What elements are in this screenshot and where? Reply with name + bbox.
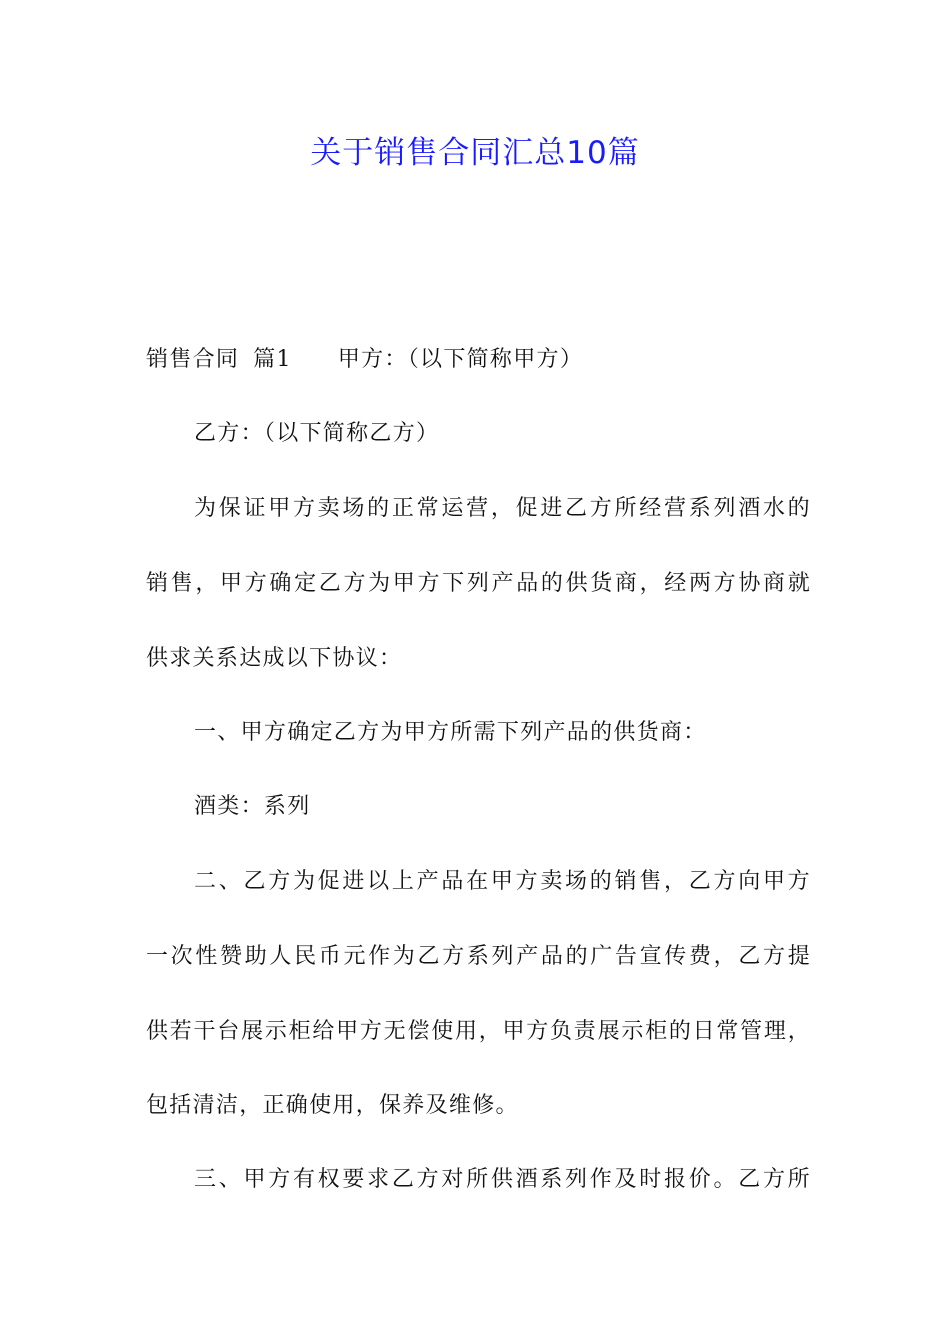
paragraph-line: 一次性赞助人民币元作为乙方系列产品的广告宣传费，乙方提	[146, 944, 811, 969]
section-number: 篇1	[253, 347, 292, 372]
section-heading-line	[146, 343, 811, 377]
section-name: 销售合同	[146, 347, 240, 372]
clause-three-line: 三、甲方有权要求乙方对所供酒系列作及时报价。乙方所	[194, 1167, 811, 1192]
clause-one-line: 一、甲方确定乙方为甲方所需下列产品的供货商：	[194, 720, 707, 745]
clause-two-line: 二、乙方为促进以上产品在甲方卖场的销售，乙方向甲方	[194, 869, 811, 894]
product-category-line: 酒类：系列	[194, 794, 311, 819]
paragraph-line: 供求关系达成以下协议：	[146, 646, 403, 671]
document-title: 关于销售合同汇总10篇	[310, 135, 640, 171]
party-a-line: 甲方：（以下简称甲方）	[337, 347, 584, 372]
party-b-line: 乙方：（以下简称乙方）	[194, 421, 440, 446]
paragraph-line: 供若干台展示柜给甲方无偿使用，甲方负责展示柜的日常管理，	[146, 1019, 811, 1044]
paragraph-line: 包括清洁，正确使用，保养及维修。	[146, 1093, 519, 1118]
paragraph-line: 为保证甲方卖场的正常运营，促进乙方所经营系列酒水的	[194, 496, 811, 521]
paragraph-line: 销售，甲方确定乙方为甲方下列产品的供货商，经两方协商就	[146, 571, 811, 596]
